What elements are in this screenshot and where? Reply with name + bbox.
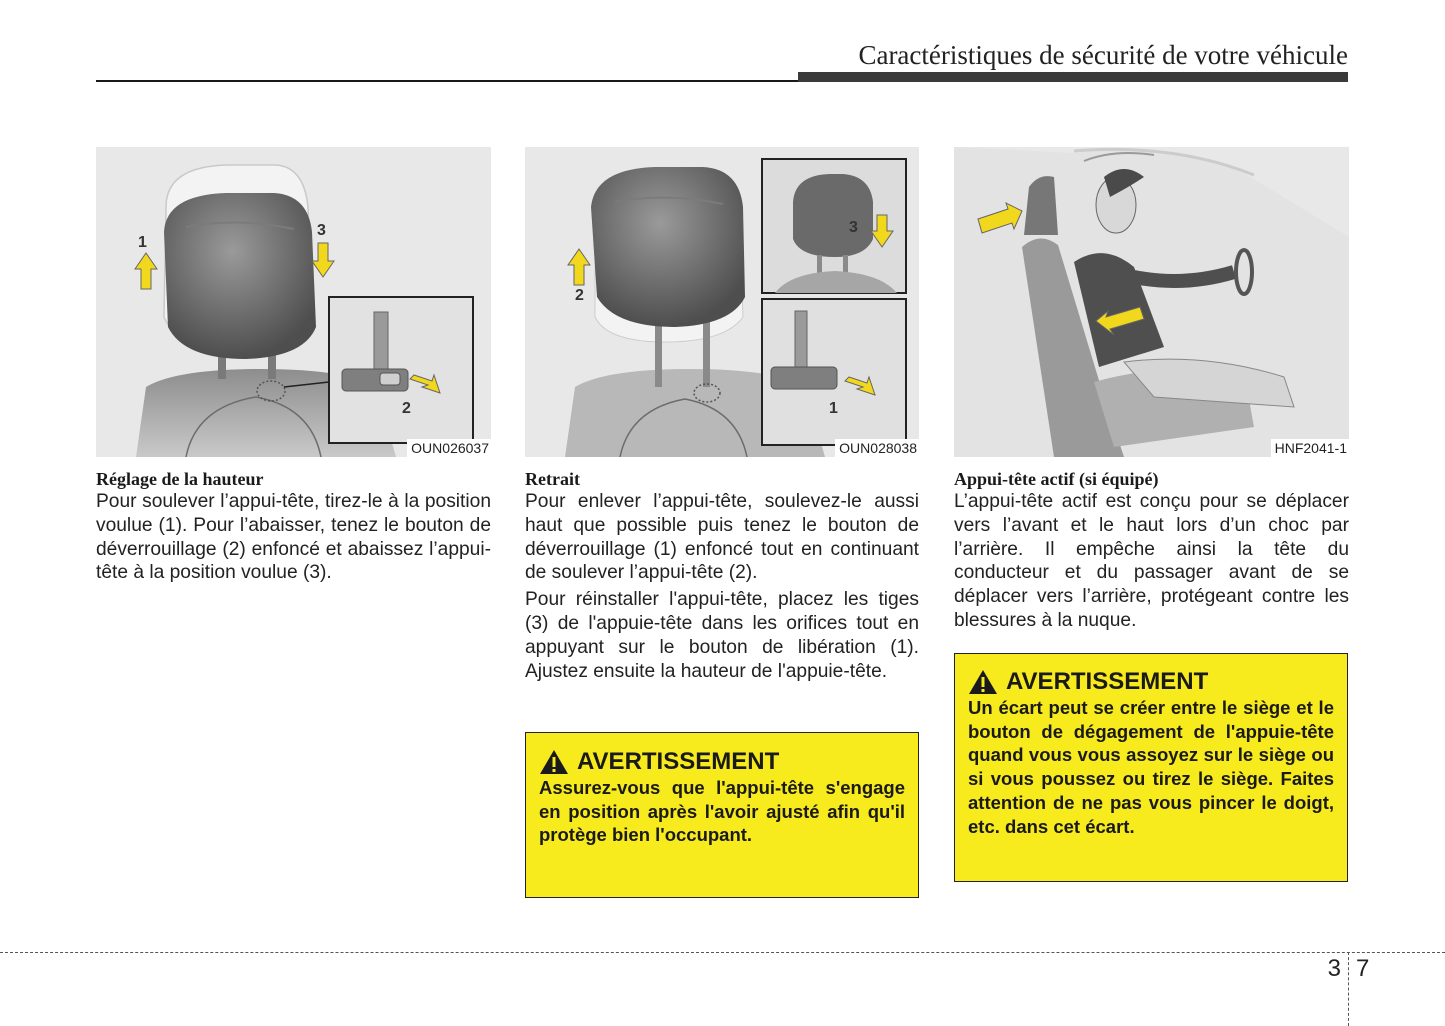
chapter-number: 3: [1327, 955, 1341, 982]
column-height-adjust: [96, 147, 491, 585]
active-headrest-illustration: [954, 147, 1349, 457]
warning-box-2: [954, 653, 1348, 882]
warning-text: Assurez-vous que l'appui-tête s'engage en position après l'avoir ajusté afin qu'il protège bien l'occupant.: [539, 777, 905, 846]
section-text-removal-2: Pour réinstaller l'appui-tête, placez les tiges (3) de l'appuie-tête dans les orifices tout en appuyant sur le bouton de libération (1). Ajustez ensuite la hauteur de l'appuie-tête.: [525, 589, 919, 682]
warning-header: [539, 748, 905, 776]
header-rule-thin: [96, 80, 798, 82]
callout-1: 1: [138, 234, 147, 251]
callout-3: 3: [317, 222, 326, 239]
figure-height-adjust: [96, 147, 491, 457]
figure-active-headrest: [954, 147, 1349, 457]
warning-triangle-icon: [968, 669, 998, 695]
figure-code: OUN028038: [835, 439, 919, 457]
warning-text: Un écart peut se créer entre le siège et le bouton de dégagement de l'appuie-tête quand vous vous assoyez sur le siège ou si vous poussez ou tirez le siège. Faites attention de ne pas vous pincer le doigt, etc. dans cet écart.: [968, 697, 1334, 837]
warning-header: [968, 668, 1334, 696]
header-rule-thick: [798, 72, 1348, 82]
warning-title: AVERTISSEMENT: [1006, 668, 1209, 695]
section-title-active: Appui-tête actif (si équipé): [954, 469, 1159, 489]
figure-removal: [525, 147, 919, 457]
section-text-active: L’appui-tête actif est conçu pour se déplacer vers l’avant et le haut lors d’un choc par l’arrière. Il empêche ainsi la tête du conducteur et du passager avant de se déplacer vers l’arrière, protégeant contre les blessures à la nuque.: [954, 491, 1349, 631]
headrest-height-illustration: [96, 147, 491, 457]
warning-triangle-icon: [539, 749, 569, 775]
column-active-headrest: [954, 147, 1349, 633]
section-text-removal-1: Pour enlever l’appui-tête, soulevez-le aussi haut que possible puis tenez le bouton de déverrouillage (1) enfoncé tout en continuant de soulever l’appui-tête (2).: [525, 491, 919, 584]
section-title-height: Réglage de la hauteur: [96, 469, 264, 489]
callout-1: 1: [829, 400, 838, 417]
callout-2: 2: [575, 287, 584, 304]
figure-code: HNF2041-1: [1271, 439, 1349, 457]
warning-title: AVERTISSEMENT: [577, 748, 780, 775]
figure-code: OUN026037: [407, 439, 491, 457]
footer-dashed-rule: [0, 952, 1445, 953]
warning-box-1: [525, 732, 919, 898]
page-header-title: Caractéristiques de sécurité de votre véhicule: [858, 40, 1348, 70]
section-title-removal: Retrait: [525, 469, 580, 489]
column-removal: [525, 147, 919, 683]
page-number: 7: [1356, 955, 1370, 982]
section-text-height: Pour soulever l’appui-tête, tirez-le à la position voulue (1). Pour l’abaisser, tenez le bouton de déverrouillage (2) enfoncé et abaissez l’appui-tête à la position voulue (3).: [96, 491, 491, 584]
callout-3: 3: [849, 219, 858, 236]
callout-2: 2: [402, 400, 411, 417]
headrest-removal-illustration: [525, 147, 919, 457]
footer-page-separator: [1348, 952, 1349, 1026]
